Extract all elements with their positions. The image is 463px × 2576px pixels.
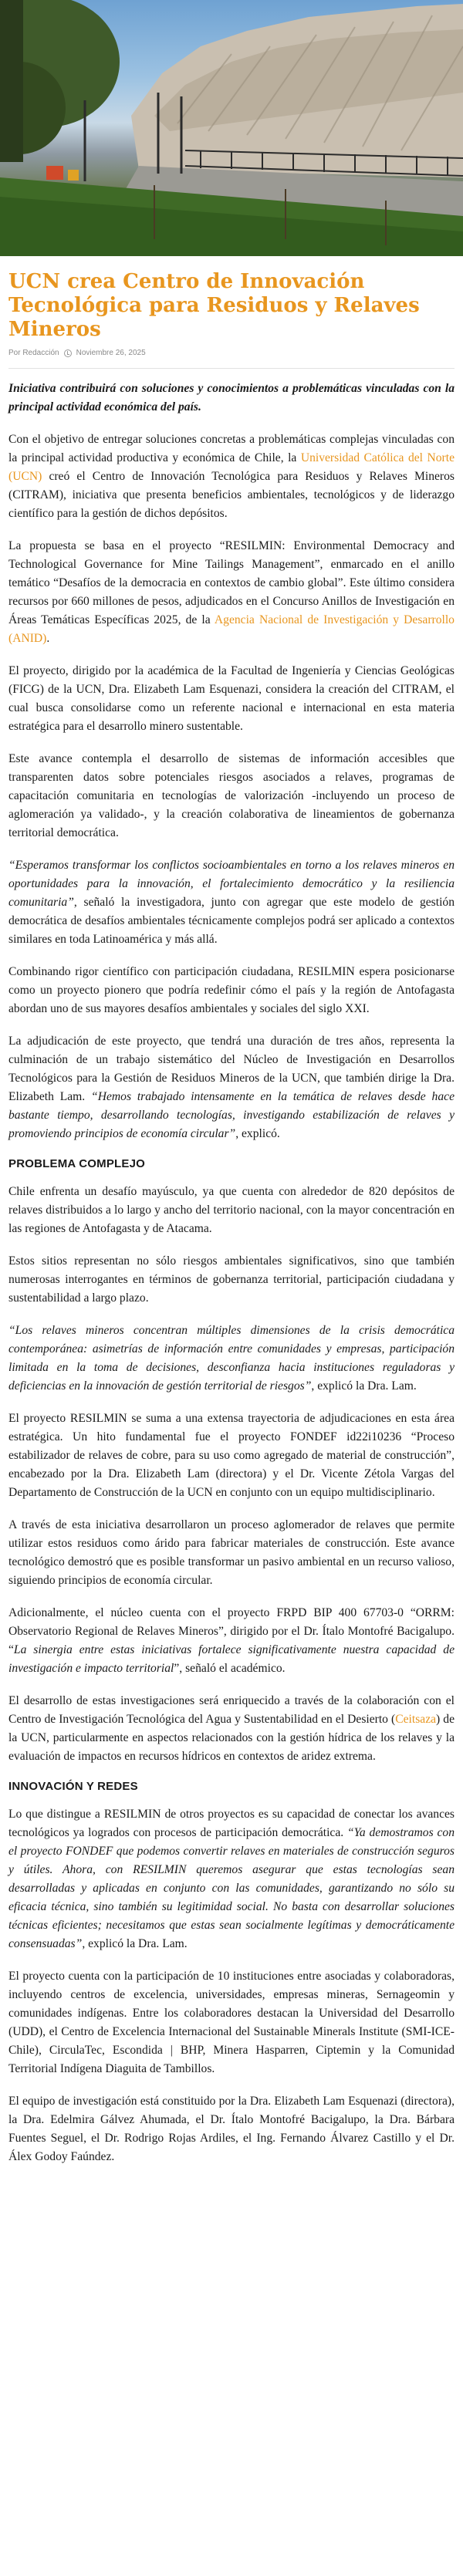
quote: “Los relaves mineros concentran múltiples dimensiones de la crisis democrática contemporánea: asimetrías de información entre comunidades y empresas, participación limitada en la toma de decisiones, desconfianza hacia instituciones reguladoras y deficiencias en la innovación de gestión territorial de riesgos” — [8, 1324, 455, 1393]
clock-icon — [64, 349, 72, 357]
paragraph-4: Este avance contempla el desarrollo de sistemas de información accesibles que transparenten datos sobre potenciales riesgos asociados a relaves, programas de capacitación comunitaria en tecnologías de valorización -incluyendo un proceso de aglomeración ya validado-, y la creación colaborativa de lineamientos de gobernanza territorial democrática. — [8, 752, 455, 839]
paragraph-13: Adicionalmente, el núcleo cuenta con el proyecto FRPD BIP 400 67703-0 “ORRM: Observatorio Regional de Relaves Mineros”, dirigido por el Dr. Ítalo Montofré Bacigalupo. “La sinergia entre estas iniciativas fortalece significativamente nuestra capacidad de investigación e impacto territorial”, señaló el académico. — [8, 1606, 455, 1675]
quote: La sinergia entre estas iniciativas fortalece significativamente nuestra capacidad de investigación e impacto territorial — [8, 1643, 455, 1675]
publish-date: Noviembre 26, 2025 — [76, 349, 146, 357]
quote: “Esperamos transformar los conflictos socioambientales en torno a los relaves mineros en oportunidades para la innovación, el fortalecimiento democrático y la resiliencia comunitaria” — [8, 859, 455, 909]
paragraph-8: Chile enfrenta un desafío mayúsculo, ya que cuenta con alrededor de 820 depósitos de relaves distribuidos a lo largo y ancho del territorio nacional, con la mayor concentración en las regiones de Antofagasta y de Atacama. — [8, 1185, 455, 1235]
paragraph-9: Estos sitios representan no sólo riesgos ambientales significativos, sino que también numerosas interrogantes en términos de gobernanza territorial, participación ciudadana y sustentabilidad a largo plazo. — [8, 1254, 455, 1305]
ucn-link[interactable]: Universidad Católica del Norte (UCN) — [8, 451, 455, 483]
paragraph-1: Con el objetivo de entregar soluciones concretas a problemáticas complejas vinculadas con la principal actividad productiva y económica de Chile, la Universidad Católica del Norte (UCN) creó el Centro de Innovación Tecnológica para Residuos y Relaves Mineros (CITRAM), iniciativa que presenta beneficios ambientales, tecnológicos y de liderazgo científico para la gestión de dichos depósitos. — [8, 433, 455, 520]
section-heading-innovacion: INNOVACIÓN Y REDES — [8, 1780, 138, 1793]
paragraph-15: Lo que distingue a RESILMIN de otros proyectos es su capacidad de conectar los avances tecnológicos ya logrados con procesos de participación democrática. “Ya demostramos con el proyecto FONDEF que podemos convertir relaves en materiales de construcción seguros y útiles. Ahora, con RESILMIN queremos asegurar que estas tecnologías sean desarrolladas y aplicadas en conjunto con las comunidades, garantizando no sólo su eficacia técnica, sino también su legitimidad social. No basta con desarrollar soluciones técnicas eficientes; necesitamos que estas sean socialmente legítimas y democráticamente consensuadas”, explicó la Dra. Lam. — [8, 1808, 455, 1950]
paragraph-3: El proyecto, dirigido por la académica de la Facultad de Ingeniería y Ciencias Geológicas (FICG) de la UCN, Dra. Elizabeth Lam Esquenazi, considera la creación del CITRAM, el cual busca consolidarse como un referente nacional e internacional en esta materia estratégica para el desarrollo minero sustentable. — [8, 664, 455, 733]
paragraph-14: El desarrollo de estas investigaciones será enriquecido a través de la colaboración con el Centro de Investigación Tecnológica del Agua y Sustentabilidad en el Desierto (Ceitsaza) de la UCN, particularmente en aspectos relacionados con la gestión hídrica de los relaves y la evaluación de impactos en recursos hídricos en contextos de aridez extrema. — [8, 1694, 455, 1763]
divider — [8, 368, 455, 369]
paragraph-16: El proyecto cuenta con la participación de 10 instituciones entre asociadas y colaboradoras, incluyendo centros de excelencia, universidades, empresas mineras, Sernageomin y comunidades indígenas. Entre los colaboradores destacan la Universidad del Desarrollo (UDD), el Centro de Excelencia Internacional del Sustainable Minerals Institute (SMI-ICE-Chile), CirculaTec, Escondida | BHP, Minera Hasparren, Ciptemin y la Comunidad Territorial Indígena Diaguita de Tambillos. — [8, 1970, 455, 2075]
author[interactable]: Por Redacción — [8, 349, 59, 357]
section-heading-problema: PROBLEMA COMPLEJO — [8, 1157, 146, 1170]
paragraph-11: El proyecto RESILMIN se suma a una extensa trayectoria de adjudicaciones en esta área estratégica. Un hito fundamental fue el proyecto FONDEF id22i10236 “Proceso estabilizador de relaves de cobre, para su uso como agregado de material de construcción”, encabezado por la Dra. Elizabeth Lam (directora) y el Dr. Vicente Zétola Vargas del Departamento de Construcción de la UCN en conjunto con un equipo multidisciplinario. — [8, 1412, 455, 1499]
paragraph-12: A través de esta iniciativa desarrollaron un proceso aglomerador de relaves que permite utilizar estos residuos como árido para fabricar materiales de construcción. Este avance tecnológico demostró que es posible transformar un pasivo ambiental en un recurso valioso, siguiendo principios de economía circular. — [8, 1518, 455, 1587]
article-title: UCN crea Centro de Innovación Tecnológica para Residuos y Relaves Mineros — [8, 270, 420, 341]
quote: “Hemos trabajado intensamente en la temática de relaves desde hace bastante tiempo, desarrollando tecnologías, investigando estabilización de relaves y promoviendo principios de economía circular” — [8, 1090, 455, 1140]
article-meta — [8, 349, 455, 357]
article-lead: Iniciativa contribuirá con soluciones y conocimientos a problemáticas vinculadas con la principal actividad económica del país. — [8, 382, 455, 414]
paragraph-5: “Esperamos transformar los conflictos socioambientales en torno a los relaves mineros en oportunidades para la innovación, el fortalecimiento democrático y la resiliencia comunitaria”, señaló la investigadora, junto con agregar que este modelo de gestión democrática de desafíos ambientales técnicamente complejos podrá ser aplicado a contextos similares en toda Latinoamérica y más allá. — [8, 859, 455, 946]
anid-link[interactable]: Agencia Nacional de Investigación y Desarrollo (ANID) — [8, 613, 455, 645]
ceitsaza-link[interactable]: Ceitsaza — [395, 1713, 437, 1726]
paragraph-6: Combinando rigor científico con participación ciudadana, RESILMIN espera posicionarse como un proyecto pionero que podría redefinir cómo el país y la región de Antofagasta abordan uno de sus mayores desafíos ambientales y sociales del siglo XXI. — [8, 965, 455, 1015]
article — [0, 256, 463, 2166]
paragraph-7: La adjudicación de este proyecto, que tendrá una duración de tres años, representa la culminación de un trabajo sistemático del Núcleo de Investigación en Desarrollos Tecnológicos para la Gestión de Residuos Mineros de la UCN, que también dirige la Dra. Elizabeth Lam. “Hemos trabajado intensamente en la temática de relaves desde hace bastante tiempo, desarrollando tecnologías, investigando estabilización de relaves y promoviendo principios de economía circular”, explicó. — [8, 1035, 455, 1140]
paragraph-2: La propuesta se basa en el proyecto “RESILMIN: Environmental Democracy and Technological Governance for Mine Tailings Management”, enmarcado en el anillo temático “Desafíos de la democracia en contextos de cambio global”. Este último considera recursos por 660 millones de pesos, adjudicados en el Concurso Anillos de Investigación en Áreas Temáticas Específicas 2025, de la Agencia Nacional de Investigación y Desarrollo (ANID). — [8, 539, 455, 645]
hero-image — [0, 0, 463, 256]
paragraph-17: El equipo de investigación está constituido por la Dra. Elizabeth Lam Esquenazi (directora), la Dra. Edelmira Gálvez Ahumada, el Dr. Ítalo Montofré Bacigalupo, la Dra. Bárbara Fuentes Seguel, el Dr. Rodrigo Rojas Ardiles, el Ing. Fernando Álvarez Castillo y el Dr. Álex Godoy Faúndez. — [8, 2095, 455, 2163]
paragraph-10: “Los relaves mineros concentran múltiples dimensiones de la crisis democrática contemporánea: asimetrías de información entre comunidades y empresas, participación limitada en la toma de decisiones, desconfianza hacia instituciones reguladoras y deficiencias en la innovación de gestión territorial de riesgos”, explicó la Dra. Lam. — [8, 1324, 455, 1393]
hero-photo-illustration — [0, 0, 463, 256]
quote: “Ya demostramos con el proyecto FONDEF que podemos convertir relaves en materiales de construcción seguros y útiles. Ahora, con RESILMIN queremos asegurar que estas tecnologías sean desarrolladas y aplicadas en conjunto con las comunidades, garantizando no sólo su eficacia técnica, sino también su legitimidad social. No basta con desarrollar soluciones técnicas eficientes; necesitamos que estas sean socialmente legítimas y democráticamente consensuadas” — [8, 1826, 455, 1950]
